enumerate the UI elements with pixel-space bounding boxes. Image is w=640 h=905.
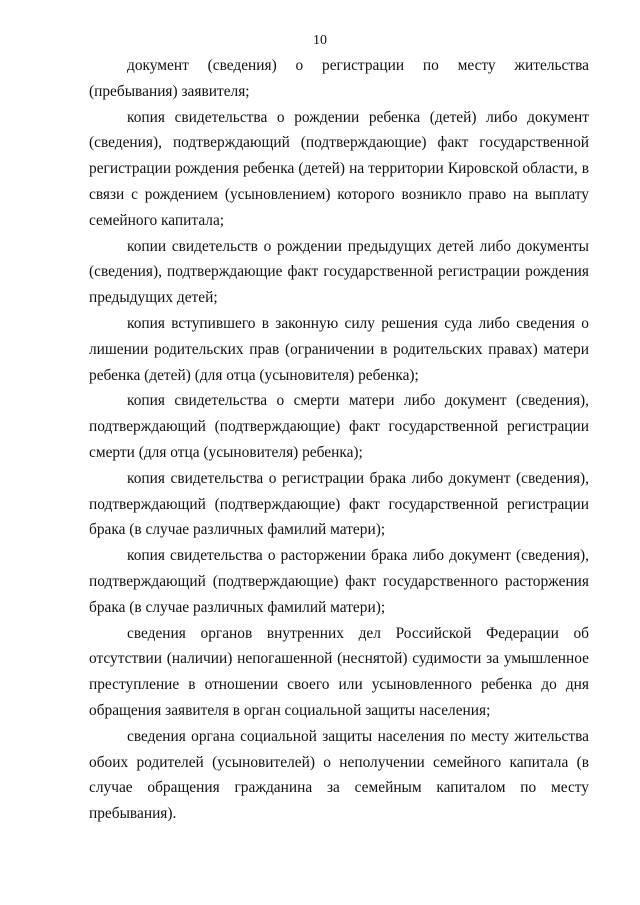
paragraph-social-protection-info: сведения органа социальной защиты населения по месту жительства обоих родителей (усыновителей) о неполучении семейного капитала (в случае обращения гражданина за семейным капиталом по месту пребывания). (89, 727, 589, 823)
paragraph-criminal-record: сведения органов внутренних дел Российской Федерации об отсутствии (наличии) непогашенной (неснятой) судимости за умышленное преступление в отношении своего или усыновленного ребенка до дня обращения заявителя в орган социальной защиты населения; (89, 624, 589, 719)
paragraph-court-decision: копия вступившего в законную силу решения суда либо сведения о лишении родительских прав (ограничении в родительских правах) матери ребенка (детей) (для отца (усыновителя) ребенка); (89, 314, 589, 384)
paragraph-divorce-certificate: копия свидетельства о расторжении брака либо документ (сведения), подтверждающий (подтверждающие) факт государственного расторжения брака (в случае различных фамилий матери); (89, 547, 589, 616)
paragraph-previous-children-certificates: копии свидетельств о рождении предыдущих детей либо документы (сведения), подтверждающие факт государственной регистрации рождения предыдущих детей; (89, 237, 589, 307)
paragraph-marriage-certificate: копия свидетельства о регистрации брака либо документ (сведения), подтверждающий (подтверждающие) факт государственной регистрации брака (в случае различных фамилий матери); (89, 469, 589, 539)
page-number: 10 (313, 33, 327, 48)
document-body (89, 53, 589, 827)
paragraph-registration-document: документ (сведения) о регистрации по месту жительства (пребывания) заявителя; (89, 57, 589, 100)
paragraph-death-certificate: копия свидетельства о смерти матери либо документ (сведения), подтверждающий (подтверждающие) факт государственной регистрации смерти (для отца (усыновителя) ребенка); (89, 392, 589, 461)
paragraph-birth-certificate: копия свидетельства о рождении ребенка (детей) либо документ (сведения), подтверждающий (подтверждающие) факт государственной регистрации рождения ребенка (детей) на территории Кировской области, в связи с рождением (усыновлением) которого возникло право на выплату семейного капитала; (89, 108, 589, 229)
